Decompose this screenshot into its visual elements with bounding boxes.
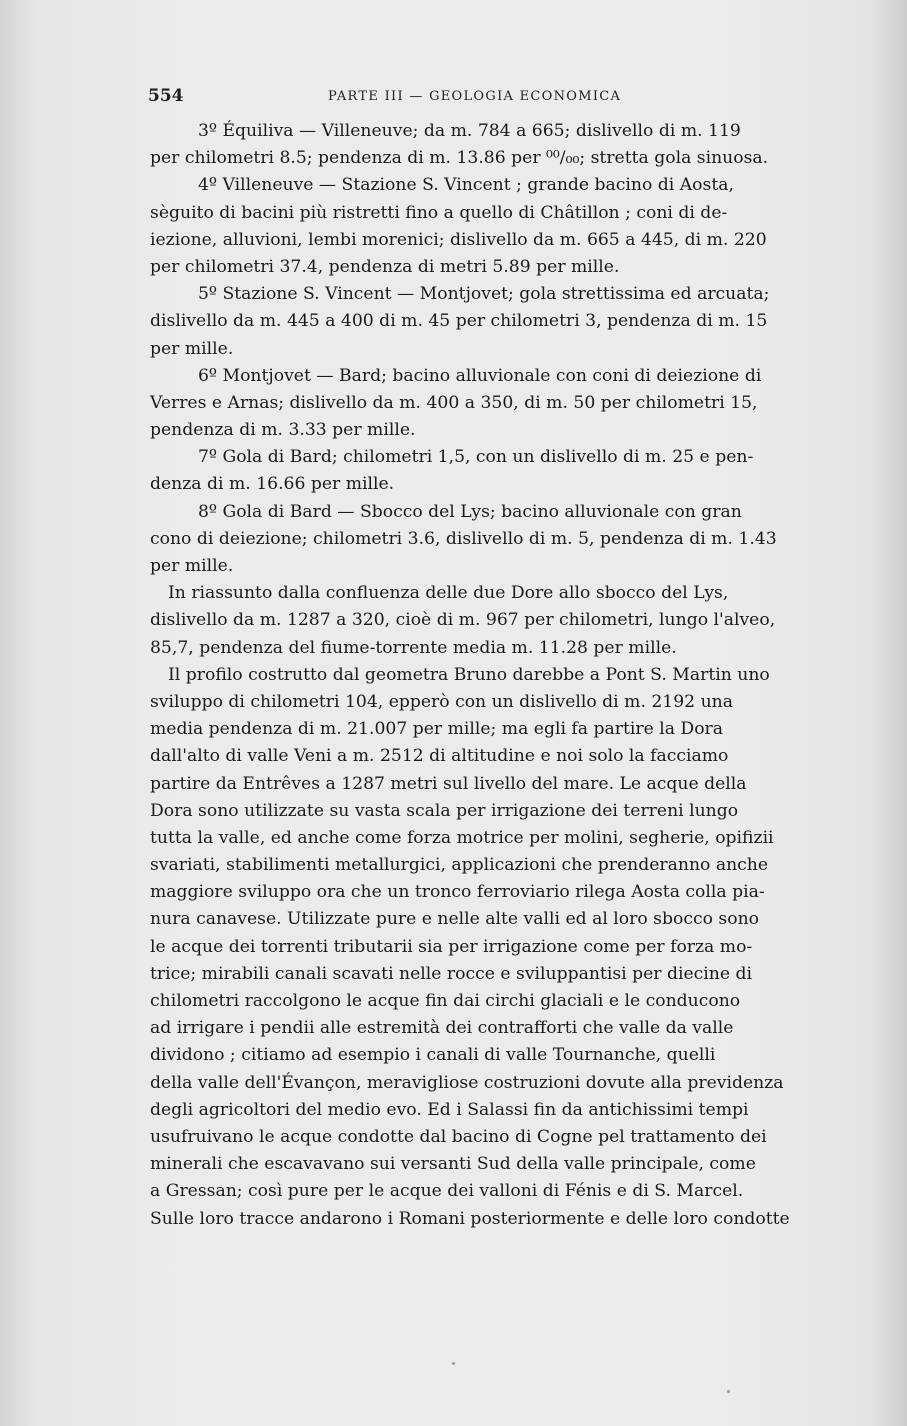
text-line: nura canavese. Utilizzate pure e nelle alte valli ed al loro sbocco sono <box>150 909 759 930</box>
text-line: svariati, stabilimenti metallurgici, applicazioni che prenderanno anche <box>150 855 769 876</box>
page-number: 554 <box>148 86 184 106</box>
text-line: usufruivano le acque condotte dal bacino di Cogne pel trattamento dei <box>150 1126 767 1147</box>
text-line: per chilometri 8.5; pendenza di m. 13.86 per ⁰⁰/₀₀; stretta gola sinuosa. <box>150 148 769 169</box>
text-line: media pendenza di m. 21.007 per mille; ma egli fa partire la Dora <box>150 719 724 740</box>
text-line: a Gressan; così pure per le acque dei valloni di Fénis e di S. Marcel. <box>150 1181 744 1202</box>
text-line: per chilometri 37.4, pendenza di metri 5.89 per mille. <box>150 256 620 277</box>
text-line: cono di deiezione; chilometri 3.6, dislivello di m. 5, pendenza di m. 1.43 <box>150 528 777 549</box>
text-line: per mille. <box>150 556 234 576</box>
text-line: della valle dell'Évançon, meravigliose costruzioni dovute alla previdenza <box>150 1072 784 1093</box>
text-line: 4º Villeneuve — Stazione S. Vincent ; grande bacino di Aosta, <box>198 175 734 196</box>
text-line: partire da Entrêves a 1287 metri sul livello del mare. Le acque della <box>150 773 747 794</box>
text-line: 7º Gola di Bard; chilometri 1,5, con un dislivello di m. 25 e pen- <box>198 447 754 468</box>
text-line: tutta la valle, ed anche come forza motrice per molini, segherie, opifizii <box>150 827 774 848</box>
paper-speck <box>452 1362 455 1365</box>
text-line: denza di m. 16.66 per mille. <box>150 474 395 495</box>
text-line: Verres e Arnas; dislivello da m. 400 a 350, di m. 50 per chilometri 15, <box>150 392 758 413</box>
text-line: minerali che escavavano sui versanti Sud della valle principale, come <box>150 1154 756 1175</box>
text-line: le acque dei torrenti tributarii sia per irrigazione come per forza mo- <box>150 936 753 957</box>
text-line: Il profilo costrutto dal geometra Bruno darebbe a Pont S. Martin uno <box>168 664 770 685</box>
paper-speck <box>727 1390 730 1393</box>
text-line: dividono ; citiamo ad esempio i canali di valle Tournanche, quelli <box>150 1045 716 1066</box>
text-line: per mille. <box>150 338 234 359</box>
running-head: PARTE III — GEOLOGIA ECONOMICA <box>328 89 622 104</box>
text-line: Sulle loro tracce andarono i Romani posteriormente e delle loro condotte <box>150 1208 790 1229</box>
text-line: trice; mirabili canali scavati nelle rocce e sviluppantisi per diecine di <box>150 963 752 984</box>
text-line: iezione, alluvioni, lembi morenici; dislivello da m. 665 a 445, di m. 220 <box>150 229 767 250</box>
text-line: dislivello da m. 1287 a 320, cioè di m. 967 per chilometri, lungo l'alveo, <box>150 610 776 631</box>
text-line: sviluppo di chilometri 104, epperò con un dislivello di m. 2192 una <box>150 691 733 712</box>
text-line: degli agricoltori del medio evo. Ed i Salassi fin da antichissimi tempi <box>150 1099 749 1120</box>
text-line: In riassunto dalla confluenza delle due Dore allo sbocco del Lys, <box>168 583 729 604</box>
text-line: pendenza di m. 3.33 per mille. <box>150 420 416 441</box>
text-line: 3º Équiliva — Villeneuve; da m. 784 a 665; dislivello di m. 119 <box>198 121 741 141</box>
body-text <box>150 118 850 1233</box>
text-line: dall'alto di valle Veni a m. 2512 di altitudine e noi solo la facciamo <box>150 746 729 767</box>
text-line: 5º Stazione S. Vincent — Montjovet; gola strettissima ed arcuata; <box>198 284 770 305</box>
text-line: chilometri raccolgono le acque fin dai circhi glaciali e le conducono <box>150 991 741 1011</box>
text-line: 6º Montjovet — Bard; bacino alluvionale con coni di deiezione di <box>198 365 762 386</box>
text-line: 85,7, pendenza del fiume-torrente media m. 11.28 per mille. <box>150 637 677 658</box>
page-header <box>148 86 848 110</box>
text-line: maggiore sviluppo ora che un tronco ferroviario rilega Aosta colla pia- <box>150 882 765 903</box>
text-line: 8º Gola di Bard — Sbocco del Lys; bacino alluvionale con gran <box>198 501 742 522</box>
text-line: sèguito di bacini più ristretti fino a quello di Châtillon ; coni di de- <box>150 202 728 223</box>
text-line: dislivello da m. 445 a 400 di m. 45 per chilometri 3, pendenza di m. 15 <box>150 311 768 332</box>
text-line: Dora sono utilizzate su vasta scala per irrigazione dei terreni lungo <box>150 800 739 821</box>
text-line: ad irrigare i pendii alle estremità dei contrafforti che valle da valle <box>150 1018 734 1039</box>
